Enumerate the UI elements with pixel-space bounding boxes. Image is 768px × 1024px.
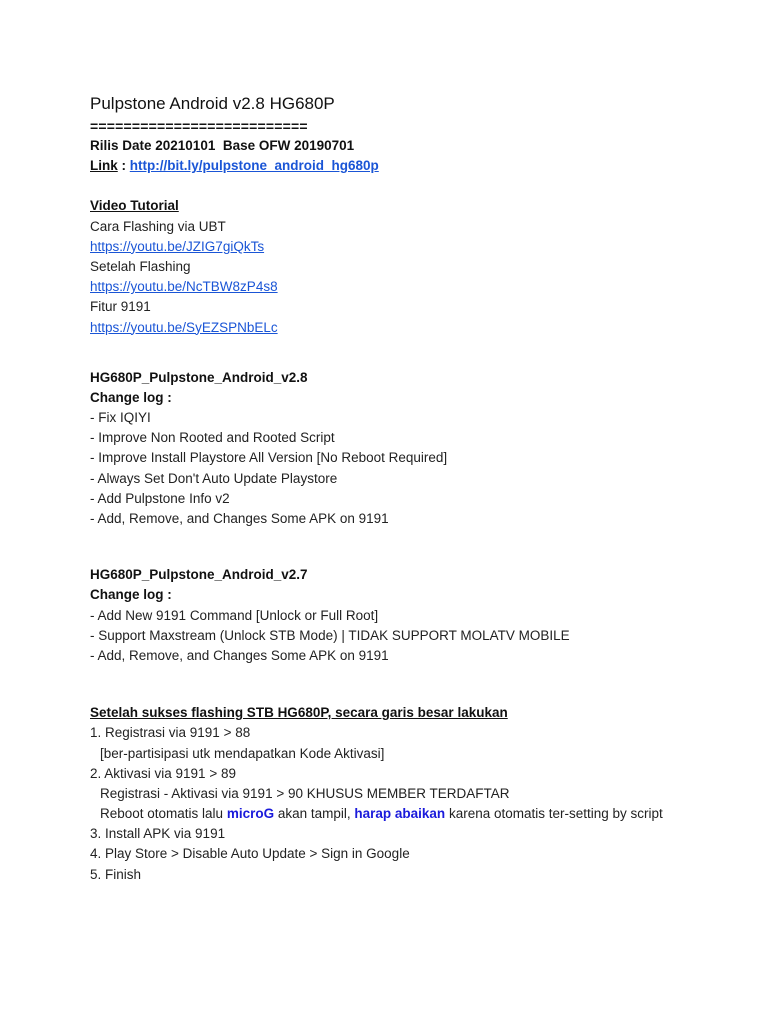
changelog-item: - Improve Install Playstore All Version [No Reboot Required] [90, 450, 448, 466]
link-label: Link [90, 158, 118, 174]
spacer [90, 666, 730, 703]
step-2-note: Registrasi - Aktivasi via 9191 > 90 KHUSUS MEMBER TERDAFTAR [100, 785, 510, 801]
reboot-text: karena otomatis ter-setting by script [445, 806, 663, 822]
video-tutorial-heading: Video Tutorial [90, 198, 179, 214]
changelog-item: - Always Set Don't Auto Update Playstore [90, 470, 338, 486]
ignore-highlight: harap abaikan [354, 806, 446, 822]
reboot-text: Reboot otomatis lalu [100, 806, 227, 822]
step-3: 3. Install APK via 9191 [90, 826, 226, 842]
microg-highlight: microG [226, 806, 275, 822]
reboot-text: akan tampil, [274, 806, 355, 822]
changelog-item: - Support Maxstream (Unlock STB Mode) | TIDAK SUPPORT MOLATV MOBILE [90, 627, 570, 643]
download-link[interactable]: http://bit.ly/pulpstone_android_hg680p [129, 158, 379, 174]
changelog-v28-subheading: Change log : [90, 389, 172, 405]
changelog-v28-heading: HG680P_Pulpstone_Android_v2.8 [90, 369, 308, 385]
changelog-item: - Add Pulpstone Info v2 [90, 490, 230, 506]
steps-heading: Setelah sukses flashing STB HG680P, secara garis besar lakukan [90, 705, 508, 721]
step-1-note: [ber-partisipasi utk mendapatkan Kode Aktivasi] [100, 745, 385, 761]
title-separator: ========================== [90, 118, 308, 134]
video-label: Cara Flashing via UBT [90, 218, 226, 234]
changelog-item: - Improve Non Rooted and Rooted Script [90, 430, 335, 446]
step-1: 1. Registrasi via 9191 > 88 [90, 725, 251, 741]
video-label: Fitur 9191 [90, 299, 151, 315]
video-label: Setelah Flashing [90, 258, 191, 274]
changelog-v27-heading: HG680P_Pulpstone_Android_v2.7 [90, 567, 308, 583]
step-4: 4. Play Store > Disable Auto Update > Sign in Google [90, 846, 410, 862]
spacer [90, 529, 730, 565]
spacer [90, 338, 730, 368]
changelog-item: - Fix IQIYI [90, 410, 151, 426]
changelog-item: - Add New 9191 Command [Unlock or Full Root] [90, 607, 379, 623]
step-2: 2. Aktivasi via 9191 > 89 [90, 765, 236, 781]
video-link[interactable]: https://youtu.be/JZIG7giQkTs [90, 238, 265, 254]
video-link[interactable]: https://youtu.be/SyEZSPNbELc [90, 319, 278, 335]
changelog-item: - Add, Remove, and Changes Some APK on 9191 [90, 647, 389, 663]
video-link[interactable]: https://youtu.be/NcTBW8zP4s8 [90, 279, 278, 295]
step-5: 5. Finish [90, 866, 142, 882]
step-2-reboot-note [90, 804, 730, 824]
document-page [90, 92, 730, 885]
changelog-v27-subheading: Change log : [90, 587, 172, 603]
release-info: Rilis Date 20210101 Base OFW 20190701 [90, 138, 355, 153]
spacer [90, 176, 730, 196]
download-link-row [90, 156, 730, 176]
link-colon: : [117, 158, 130, 174]
changelog-item: - Add, Remove, and Changes Some APK on 9191 [90, 511, 389, 526]
document-title: Pulpstone Android v2.8 HG680P [90, 94, 335, 113]
